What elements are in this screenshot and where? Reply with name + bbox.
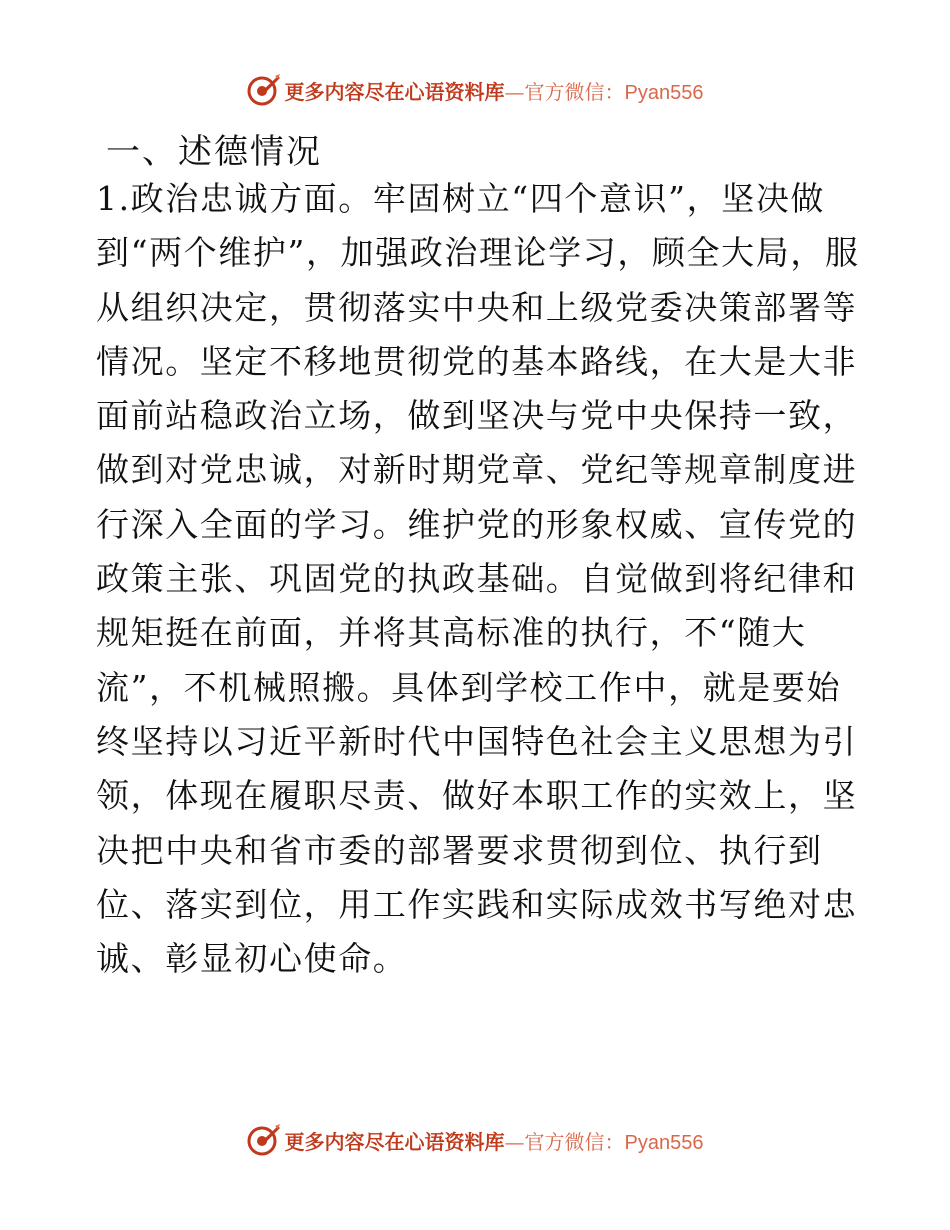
- paragraph-line: 政策主张、巩固党的执政基础。自觉做到将纪律和: [96, 559, 858, 599]
- watermark-label: 官方微信：: [524, 1129, 625, 1154]
- watermark-title: 更多内容尽在心语资料库: [284, 79, 505, 104]
- watermark-text: [285, 1126, 704, 1155]
- watermark-title: 更多内容尽在心语资料库: [284, 1129, 505, 1154]
- paragraph-line: 1.政治忠诚方面。牢固树立“四个意识”，坚决做: [96, 179, 826, 218]
- quill-seal-logo-icon: [247, 1123, 281, 1157]
- paragraph-line: 面前站稳政治立场，做到坚决与党中央保持一致，: [96, 396, 858, 436]
- watermark-wechat-id: Pyan556: [624, 81, 704, 104]
- watermark-text: [285, 76, 704, 105]
- paragraph-line: 从组织决定，贯彻落实中央和上级党委决策部署等: [96, 287, 858, 327]
- footer-watermark: [0, 1120, 950, 1160]
- watermark-wechat-id: Pyan556: [624, 1131, 704, 1154]
- body-paragraph: [96, 172, 860, 986]
- paragraph-line: 行深入全面的学习。维护党的形象权威、宣传党的: [96, 504, 858, 544]
- paragraph-line: 情况。坚定不移地贯彻党的基本路线，在大是大非: [96, 341, 858, 381]
- watermark-label: 官方微信：: [524, 79, 625, 104]
- paragraph-line: 诚、彰显初心使命。: [96, 939, 408, 979]
- quill-seal-logo-icon: [247, 73, 281, 107]
- section-heading: 一、述德情况: [106, 132, 322, 172]
- paragraph-line: 到“两个维护”，加强政治理论学习，顾全大局，服: [96, 233, 860, 273]
- paragraph-line: 规矩挺在前面，并将其高标准的执行，不“随大: [96, 613, 807, 653]
- paragraph-line: 做到对党忠诚，对新时期党章、党纪等规章制度进: [96, 450, 858, 490]
- header-watermark: [0, 70, 950, 110]
- paragraph-line: 领，体现在履职尽责、做好本职工作的实效上，坚: [96, 776, 858, 816]
- watermark-dash: —: [504, 1129, 525, 1154]
- paragraph-line: 位、落实到位，用工作实践和实际成效书写绝对忠: [96, 884, 858, 924]
- watermark-dash: —: [504, 79, 525, 104]
- paragraph-line: 终坚持以习近平新时代中国特色社会主义思想为引: [96, 721, 858, 761]
- paragraph-line: 决把中央和省市委的部署要求贯彻到位、执行到: [96, 830, 823, 870]
- paragraph-line: 流”，不机械照搬。具体到学校工作中，就是要始: [96, 667, 842, 707]
